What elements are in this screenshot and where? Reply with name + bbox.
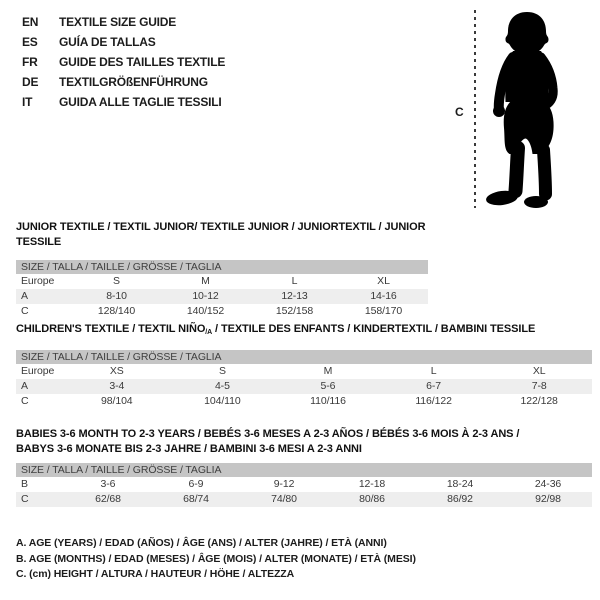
- row-label: C: [21, 305, 29, 317]
- table-title-line: BABIES 3-6 MONTH TO 2-3 YEARS / BEBÉS 3-6 MESES A 2-3 AÑOS / BÉBÉS 3-6 MOIS À 2-3 ANS /: [16, 428, 520, 440]
- childrens-table-title: [16, 322, 592, 340]
- babies-size-table-section: [16, 427, 592, 507]
- row-label: C: [21, 493, 29, 505]
- childrens-size-table-section: [16, 322, 592, 409]
- language-code: IT: [22, 95, 33, 109]
- size-cell: 12-18: [358, 478, 386, 490]
- size-table-row: [16, 304, 428, 319]
- size-cell: 3-6: [100, 478, 116, 490]
- size-cell: 122/128: [520, 395, 558, 407]
- table-title-line: BABYS 3-6 MONATE BIS 2-3 JAHRE / BAMBINI 3-6 MESI A 2-3 ANNI: [16, 443, 362, 455]
- junior-size-table: [16, 274, 428, 319]
- row-label: Europe: [21, 275, 55, 287]
- size-cell: 104/110: [204, 395, 241, 407]
- language-title: GUIDA ALLE TAGLIE TESSILI: [59, 95, 222, 109]
- size-cell: XL: [377, 275, 390, 287]
- size-cell: 6-7: [426, 380, 442, 392]
- language-title-list: [22, 12, 225, 112]
- language-title: TEXTILGRÖßENFÜHRUNG: [59, 75, 208, 89]
- size-cell: 86/92: [447, 493, 473, 505]
- size-cell: 152/158: [275, 305, 314, 317]
- language-code: DE: [22, 75, 39, 89]
- row-label: Europe: [21, 365, 55, 377]
- language-row-en: [22, 12, 225, 32]
- size-cell: L: [430, 365, 437, 377]
- row-label: A: [21, 290, 28, 302]
- size-cell: 6-9: [188, 478, 204, 490]
- size-header-bar: SIZE / TALLA / TAILLE / GRÖSSE / TAGLIA: [16, 260, 428, 274]
- size-cell: 68/74: [183, 493, 209, 505]
- size-cell: M: [201, 275, 210, 287]
- language-row-de: [22, 72, 225, 92]
- size-cell: M: [323, 365, 333, 377]
- height-c-label: C: [455, 105, 464, 119]
- size-cell: 18-24: [446, 478, 474, 490]
- size-table-row: [16, 379, 592, 394]
- language-title: GUIDE DES TAILLES TEXTILE: [59, 55, 226, 69]
- size-cell: 4-5: [214, 380, 230, 392]
- language-code: EN: [22, 15, 39, 29]
- note-c: C. (cm) HEIGHT / ALTURA / HAUTEUR / HÖHE / ALTEZZA: [16, 568, 295, 580]
- size-cell: L: [291, 275, 298, 287]
- language-code: ES: [22, 35, 38, 49]
- row-label: B: [21, 478, 28, 490]
- table-title-line: JUNIOR TEXTILE / TEXTIL JUNIOR/ TEXTILE JUNIOR / JUNIORTEXTIL / JUNIOR TESSILE: [16, 221, 426, 248]
- size-table-row: [16, 364, 592, 379]
- size-header-bar: SIZE / TALLA / TAILLE / GRÖSSE / TAGLIA: [16, 350, 592, 364]
- note-b: B. AGE (MONTHS) / EDAD (MESES) / ÂGE (MOIS) / ALTER (MONATE) / ETÀ (MESI): [16, 552, 416, 565]
- height-reference-figure: [440, 0, 600, 215]
- babies-size-table: [16, 477, 592, 507]
- childrens-size-table: [16, 364, 592, 409]
- size-cell: 7-8: [531, 380, 547, 392]
- size-cell: 140/152: [186, 305, 225, 317]
- size-cell: S: [218, 365, 226, 377]
- size-cell: XL: [532, 365, 546, 377]
- size-cell: 80/86: [359, 493, 385, 505]
- footnotes: [16, 536, 416, 583]
- size-cell: 12-13: [281, 290, 308, 302]
- size-cell: 10-12: [192, 290, 219, 302]
- babies-table-title: [16, 427, 592, 457]
- height-dashed-line: [474, 10, 476, 208]
- size-cell: 116/122: [415, 395, 452, 407]
- size-header-bar: SIZE / TALLA / TAILLE / GRÖSSE / TAGLIA: [16, 463, 592, 477]
- junior-size-table-section: [16, 220, 428, 319]
- size-cell: 110/116: [310, 395, 346, 407]
- size-cell: 8-10: [106, 290, 127, 302]
- language-code: FR: [22, 55, 38, 69]
- junior-table-title: [16, 220, 428, 250]
- size-cell: 62/68: [95, 493, 121, 505]
- size-cell: 128/140: [97, 305, 136, 317]
- size-cell: 74/80: [271, 493, 297, 505]
- size-cell: 98/104: [101, 395, 133, 407]
- size-table-row: [16, 274, 428, 289]
- size-cell: 14-16: [370, 290, 397, 302]
- language-row-it: [22, 92, 225, 112]
- size-cell: 9-12: [273, 478, 295, 490]
- size-cell: 92/98: [535, 493, 561, 505]
- row-label: C: [21, 395, 29, 407]
- table-title-line: CHILDREN'S TEXTILE / TEXTIL $NIÑO_{/A}$ / TEXTILE DES ENFANTS / KINDERTEXTIL / BAMBINI TESSILE: [16, 323, 536, 336]
- note-a: A. AGE (YEARS) / EDAD (AÑOS) / ÂGE (ANS) / ALTER (JAHRE) / ETÀ (ANNI): [16, 537, 387, 549]
- language-title: GUÍA DE TALLAS: [59, 35, 156, 49]
- size-table-row: [16, 477, 592, 492]
- size-cell: 158/170: [364, 305, 403, 317]
- size-cell: XS: [109, 365, 124, 377]
- language-row-es: [22, 32, 225, 52]
- size-cell: 5-6: [320, 380, 336, 392]
- size-table-row: [16, 394, 592, 409]
- size-cell: 24-36: [534, 478, 562, 490]
- row-label: A: [21, 380, 28, 392]
- language-row-fr: [22, 52, 225, 72]
- toddler-silhouette-icon: [480, 8, 570, 208]
- size-table-row: [16, 289, 428, 304]
- size-table-row: [16, 492, 592, 507]
- size-cell: 3-4: [109, 380, 125, 392]
- size-cell: S: [113, 275, 120, 287]
- language-title: TEXTILE SIZE GUIDE: [59, 15, 177, 29]
